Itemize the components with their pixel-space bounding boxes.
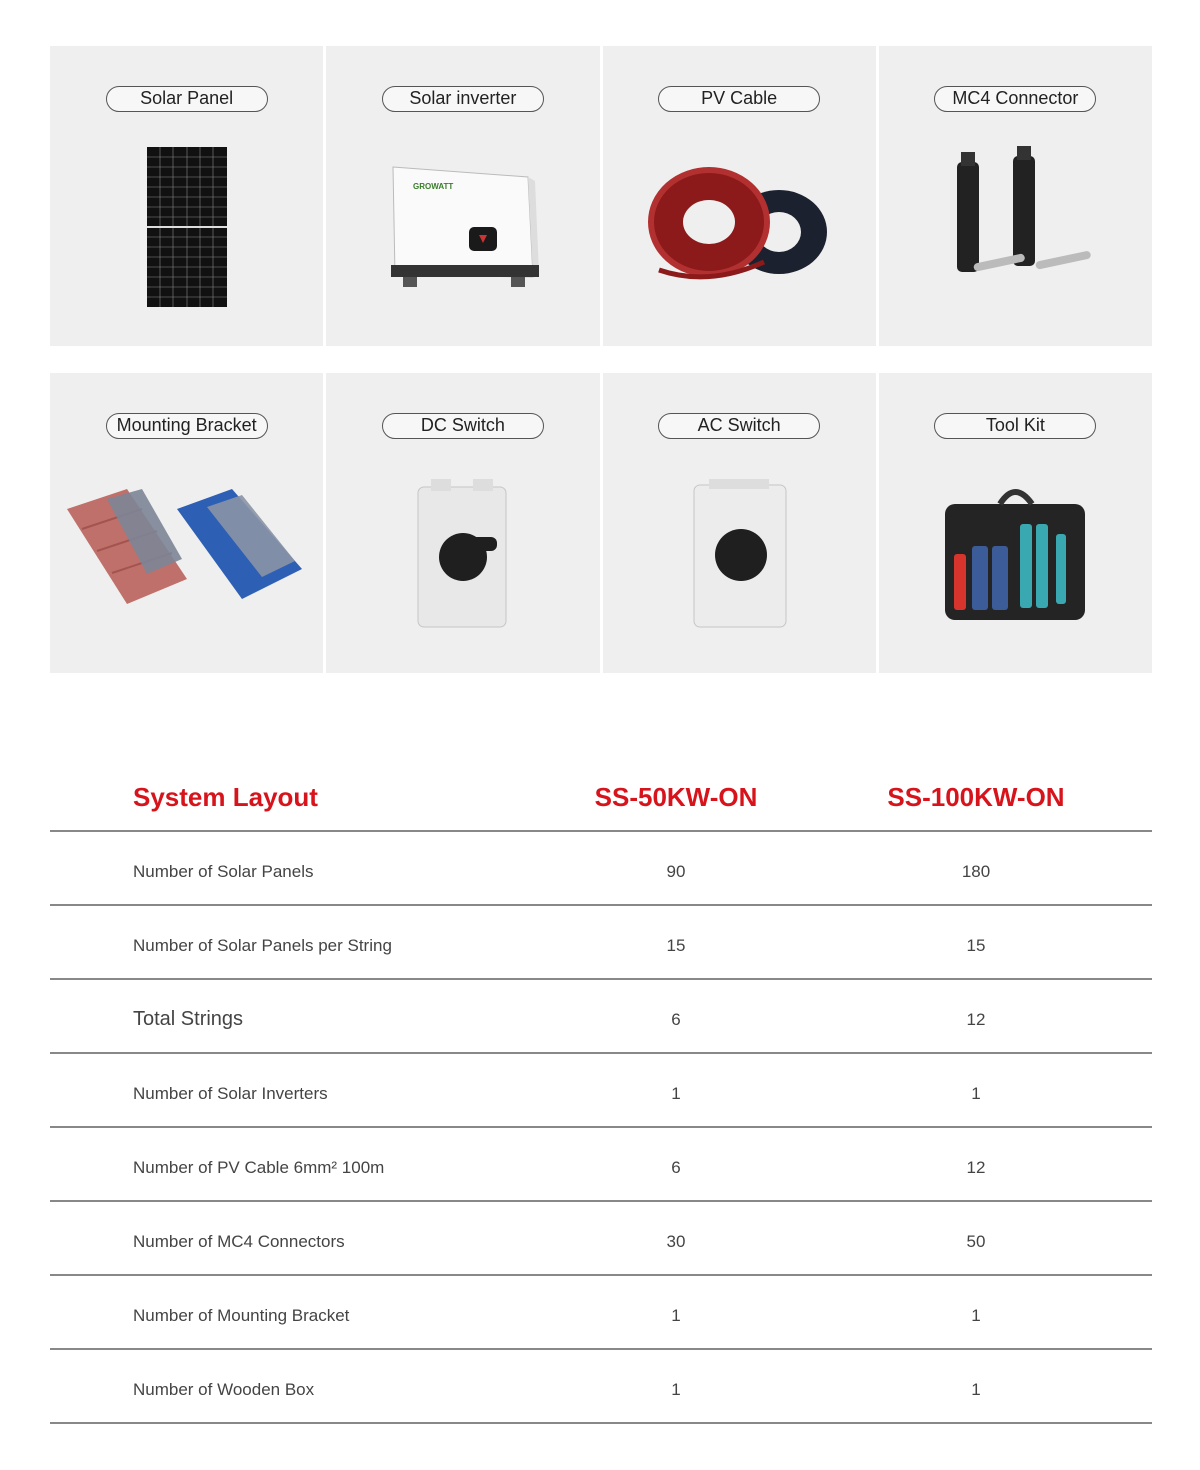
table-row	[50, 906, 1152, 980]
table-title: System Layout	[133, 782, 318, 812]
component-card-mounting-bracket	[50, 373, 323, 673]
row-label: Number of Solar Panels	[133, 862, 314, 881]
row-value-100kw: 12	[966, 1010, 986, 1029]
table-row	[50, 1054, 1152, 1128]
component-label: DC Switch	[382, 413, 544, 439]
tool-kit-image	[879, 459, 1152, 649]
row-value-50kw: 90	[666, 862, 686, 881]
component-card-mc4-connector	[879, 46, 1152, 346]
component-label: MC4 Connector	[934, 86, 1096, 112]
row-label: Total Strings	[133, 1008, 244, 1030]
row-label: Number of Wooden Box	[133, 1380, 315, 1399]
column-header-ss-50kw-on: SS-50KW-ON	[594, 782, 758, 812]
component-label: Solar inverter	[382, 86, 544, 112]
row-value-50kw: 1	[671, 1306, 681, 1325]
component-label: Tool Kit	[934, 413, 1096, 439]
row-value-50kw: 30	[666, 1232, 686, 1251]
component-card-tool-kit	[879, 373, 1152, 673]
row-label: Number of Solar Panels per String	[133, 936, 392, 955]
components-row-1	[50, 46, 1152, 346]
row-value-50kw: 6	[671, 1010, 681, 1029]
components-row-2	[50, 373, 1152, 673]
table-row	[50, 1128, 1152, 1202]
row-value-50kw: 15	[666, 936, 686, 955]
row-label: Number of Mounting Bracket	[133, 1306, 350, 1325]
brand-text: GROWATT	[412, 182, 454, 191]
component-label: AC Switch	[658, 413, 820, 439]
component-card-solar-panel	[50, 46, 323, 346]
column-header-ss-100kw-on: SS-100KW-ON	[887, 782, 1065, 812]
row-value-50kw: 6	[671, 1158, 681, 1177]
solar-inverter-image	[326, 132, 599, 322]
ac-switch-image	[603, 459, 876, 649]
row-label: Number of MC4 Connectors	[133, 1232, 345, 1251]
table-row	[50, 980, 1152, 1054]
table-row	[50, 832, 1152, 906]
row-value-100kw: 1	[971, 1380, 981, 1399]
table-row	[50, 1202, 1152, 1276]
component-card-ac-switch	[603, 373, 876, 673]
pv-cable-image	[603, 132, 876, 322]
component-card-solar-inverter	[326, 46, 599, 346]
row-value-50kw: 1	[671, 1084, 681, 1103]
row-value-100kw: 1	[971, 1084, 981, 1103]
component-label: PV Cable	[658, 86, 820, 112]
component-label: Mounting Bracket	[106, 413, 268, 439]
row-value-100kw: 50	[966, 1232, 986, 1251]
system-layout-table	[50, 770, 1152, 1424]
component-card-dc-switch	[326, 373, 599, 673]
row-value-50kw: 1	[671, 1380, 681, 1399]
row-value-100kw: 12	[966, 1158, 986, 1177]
row-label: Number of Solar Inverters	[133, 1084, 328, 1103]
component-label: Solar Panel	[106, 86, 268, 112]
table-row	[50, 1350, 1152, 1424]
dc-switch-image	[326, 459, 599, 649]
table-header	[50, 770, 1152, 832]
component-card-pv-cable	[603, 46, 876, 346]
solar-panel-image	[50, 132, 323, 322]
row-value-100kw: 1	[971, 1306, 981, 1325]
row-value-100kw: 180	[961, 862, 991, 881]
row-label: Number of PV Cable 6mm² 100m	[133, 1158, 385, 1177]
table-row	[50, 1276, 1152, 1350]
row-value-100kw: 15	[966, 936, 986, 955]
mc4-connector-image	[879, 132, 1152, 322]
mounting-bracket-image	[50, 459, 323, 649]
